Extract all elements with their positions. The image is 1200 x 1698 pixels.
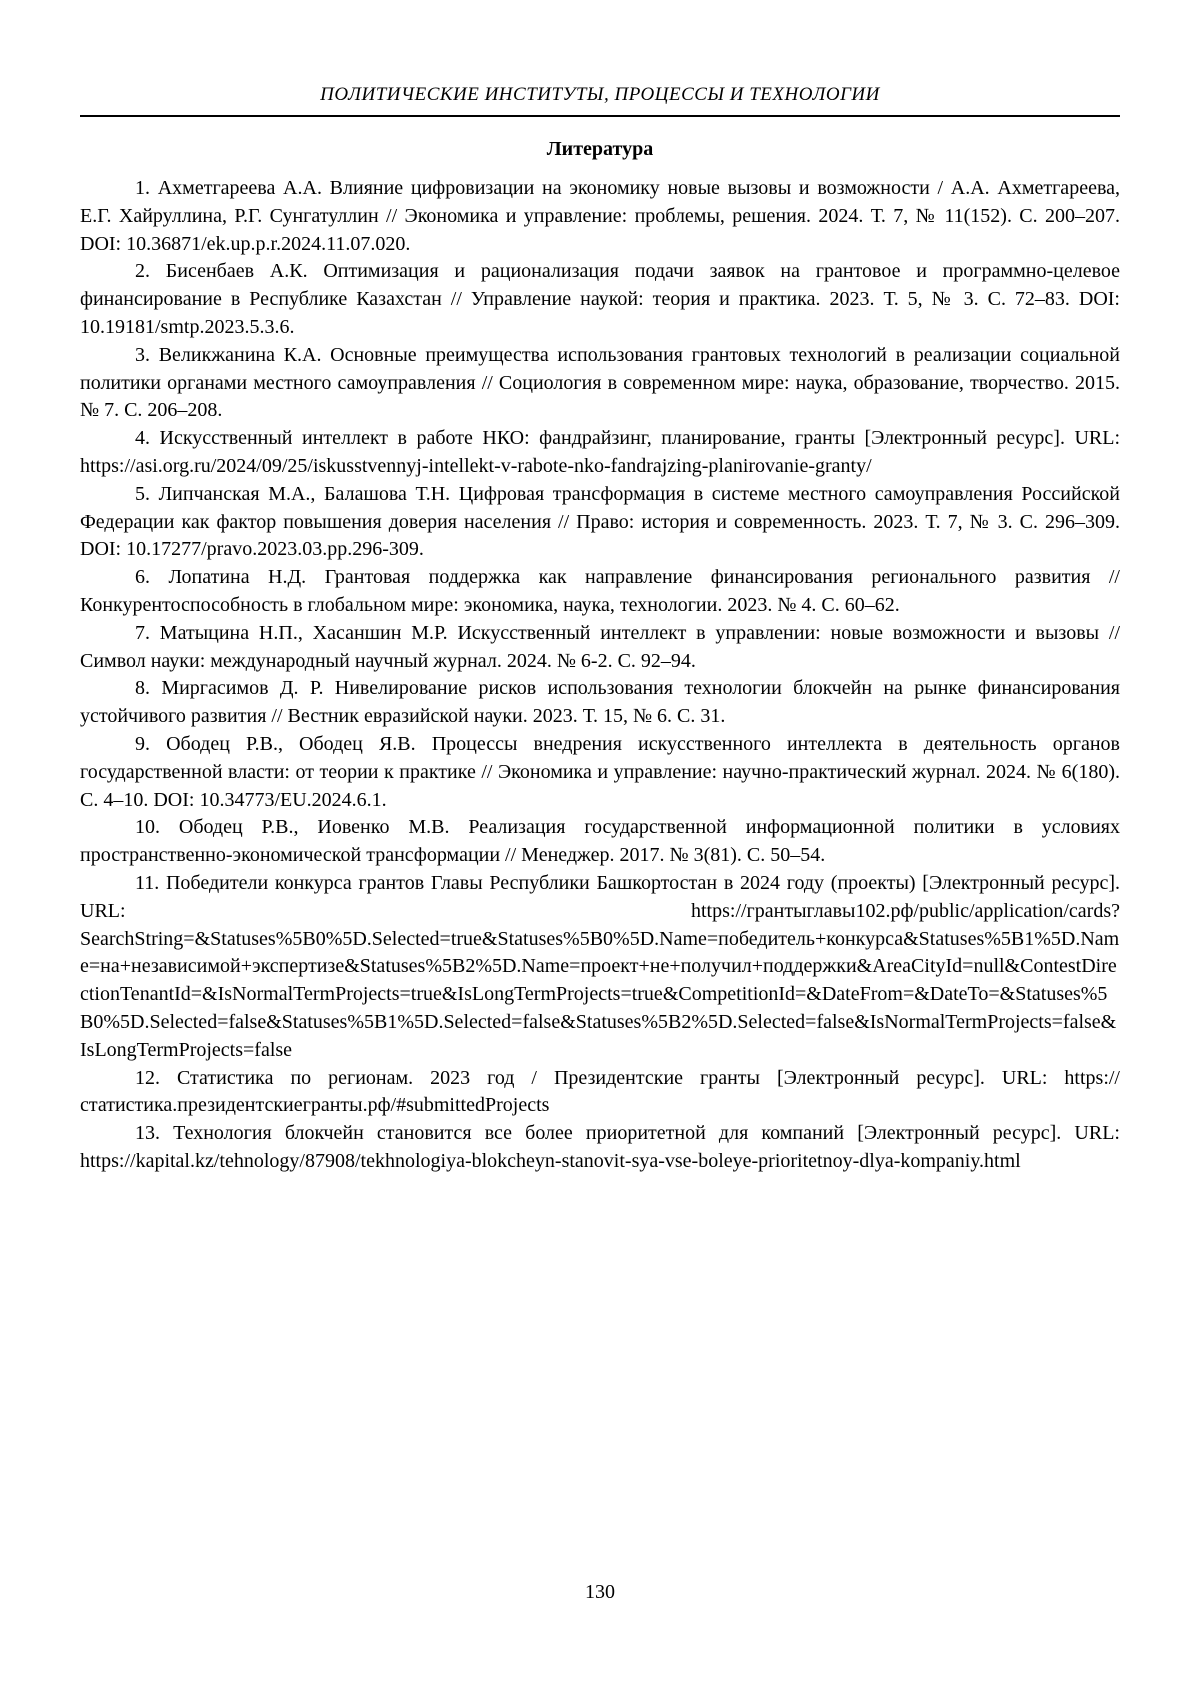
header-divider: [80, 115, 1120, 117]
reference-item: 6. Лопатина Н.Д. Грантовая поддержка как направление финансирования регионального развития // Конкурентоспособность в глобальном мире: экономика, наука, технологии. 2023. № 4. С. 60–62.: [80, 566, 1120, 616]
section-title: Литература: [546, 138, 654, 160]
page-number: 130: [585, 1581, 615, 1603]
reference-item: 8. Миргасимов Д. Р. Нивелирование рисков использования технологии блокчейн на рынке финансирования устойчивого развития // Вестник евразийской науки. 2023. Т. 15, № 6. С. 31.: [80, 677, 1120, 728]
reference-item: 11. Победители конкурса грантов Главы Республики Башкортостан в 2024 году (проекты) [Электронный ресурс]. URL: https://грантыглавы102.рф/public/application/cards?SearchString=&Statuses%5B0%5D.Selected=true&Statuses%5B0%5D.Name=победитель+конкурса&Statuses%5B1%5D.Name=на+независимой+экспертизе&Statuses%5B2%5D.Name=проект+не+получил+поддержки&AreaCityId=null&ContestDirectionTenantId=&IsNormalTermProjects=true&IsLongTermProjects=true&CompetitionId=&DateFrom=&DateTo=&Statuses%5B0%5D.Selected=false&Statuses%5B1%5D.Selected=false&Statuses%5B2%5D.Selected=false&IsNormalTermProjects=false&IsLongTermProjects=false: [80, 871, 1120, 1061]
reference-item: 10. Ободец Р.В., Иовенко М.В. Реализация государственной информационной политики в условиях пространственно-экономической трансформации // Менеджер. 2017. № 3(81). С. 50–54.: [80, 816, 1120, 867]
references-list: [80, 175, 1120, 1176]
running-header: ПОЛИТИЧЕСКИЕ ИНСТИТУТЫ, ПРОЦЕССЫ И ТЕХНОЛОГИИ: [320, 84, 880, 105]
reference-item: 3. Великжанина К.А. Основные преимущества использования грантовых технологий в реализации социальной политики органами местного самоуправления // Социология в современном мире: наука, образование, творчество. 2015. № 7. С. 206–208.: [80, 343, 1120, 422]
reference-item: 13. Технология блокчейн становится все более приоритетной для компаний [Электронный ресурс]. URL: https://kapital.kz/tehnology/87908/tekhnologiya-blokcheyn-stanovit-sya-vse-boleye-prioritetnoy-dlya-kompaniy.html: [80, 1122, 1120, 1172]
reference-item: 2. Бисенбаев А.К. Оптимизация и рационализация подачи заявок на грантовое и программно-целевое финансирование в Республике Казахстан // Управление наукой: теория и практика. 2023. Т. 5, № 3. С. 72–83. DOI: 10.19181/smtp.2023.5.3.6.: [80, 260, 1120, 338]
reference-item: 9. Ободец Р.В., Ободец Я.В. Процессы внедрения искусственного интеллекта в деятельность органов государственной власти: от теории к практике // Экономика и управление: научно-практический журнал. 2024. № 6(180). С. 4–10. DOI: 10.34773/EU.2024.6.1.: [80, 732, 1120, 811]
reference-item: 5. Липчанская М.А., Балашова Т.Н. Цифровая трансформация в системе местного самоуправления Российской Федерации как фактор повышения доверия населения // Право: история и современность. 2023. Т. 7, № 3. С. 296–309. DOI: 10.17277/pravo.2023.03.pp.296-309.: [80, 482, 1120, 561]
reference-item: 1. Ахметгареева А.А. Влияние цифровизации на экономику новые вызовы и возможности / А.А. Ахметгареева, Е.Г. Хайруллина, Р.Г. Сунгатуллин // Экономика и управление: проблемы, решения. 2024. Т. 7, № 11(152). С. 200–207. DOI: 10.36871/ek.up.p.r.2024.11.07.020.: [80, 177, 1120, 255]
reference-item: 4. Искусственный интеллект в работе НКО: фандрайзинг, планирование, гранты [Электронный ресурс]. URL: https://asi.org.ru/2024/09/25/iskusstvennyj-intellekt-v-rabote-nko-fandrajzing-planirovanie-granty/: [80, 427, 1120, 477]
reference-item: 12. Статистика по регионам. 2023 год / Президентские гранты [Электронный ресурс]. URL: https://статистика.президентскиегранты.рф/#submittedProjects: [80, 1066, 1120, 1117]
reference-item: 7. Матыцина Н.П., Хасаншин М.Р. Искусственный интеллект в управлении: новые возможности и вызовы // Символ науки: международный научный журнал. 2024. № 6-2. С. 92–94.: [80, 621, 1120, 672]
